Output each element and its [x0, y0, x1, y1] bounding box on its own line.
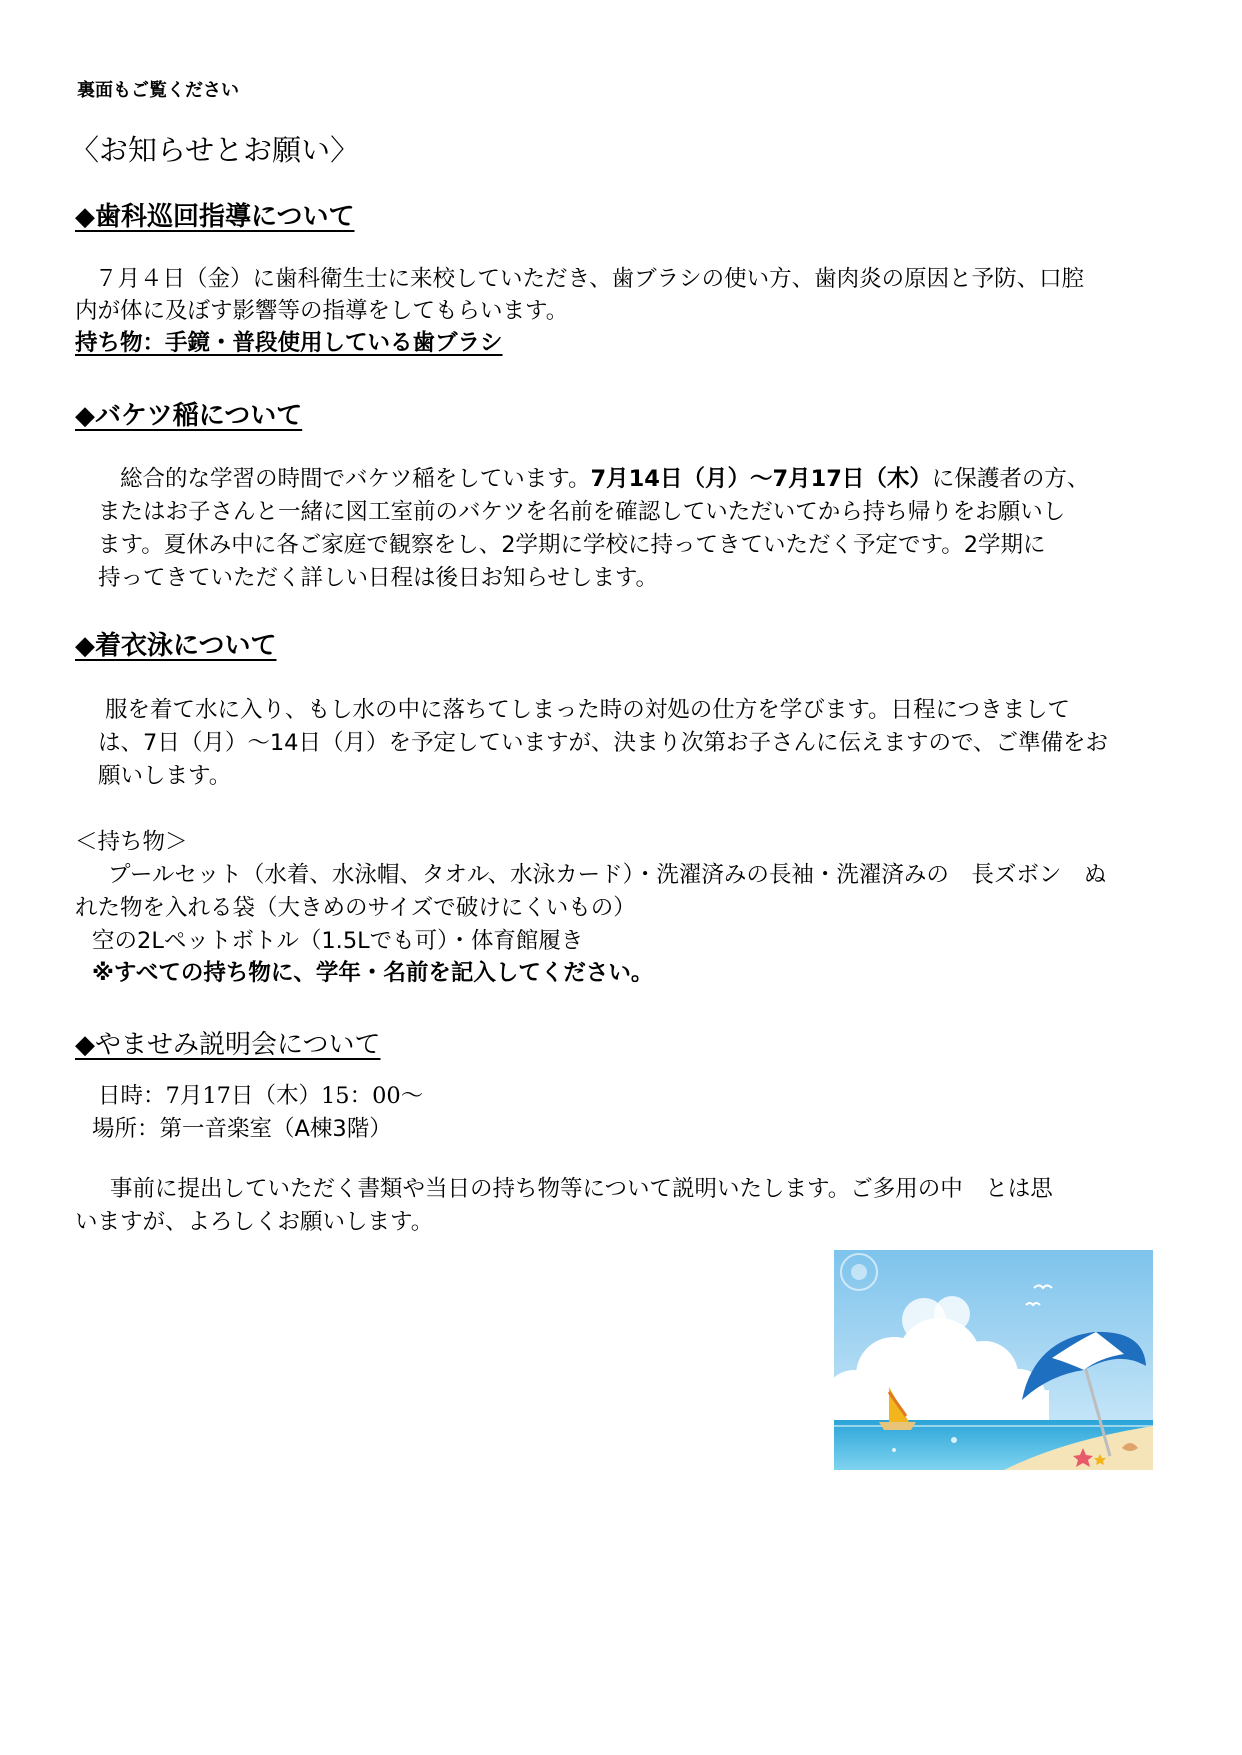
- swim-items-line1: プールセット（水着、水泳帽、タオル、水泳カード）・洗濯済みの長袖・洗濯済みの 長ズボン ぬ: [108, 862, 1107, 888]
- dental-items: 持ち物：手鏡・普段使用している歯ブラシ: [75, 330, 503, 356]
- swim-items-label: ＜持ち物＞: [75, 829, 188, 855]
- rice-text-line4: 持ってきていただく詳しい日程は後日お知らせします。: [98, 565, 659, 591]
- yamasemi-place: 場所：第一音楽室（A棟3階）: [92, 1116, 392, 1142]
- rice-text-line1-post: に保護者の方、: [931, 466, 1090, 492]
- swim-text-line1: 服を着て水に入り、もし水の中に落ちてしまった時の対処の仕方を学びます。日程につきまして: [105, 697, 1071, 723]
- yamasemi-text-line2: いますが、よろしくお願いします。: [75, 1209, 434, 1235]
- swim-items-line3: 空の2Lペットボトル（1.5Lでも可）・体育館履き: [92, 928, 584, 954]
- swim-text-line3: 願いします。: [98, 763, 232, 789]
- rice-heading: ◆バケツ稲について: [75, 401, 303, 431]
- notice-see-back: 裏面もご覧ください: [77, 80, 239, 101]
- yamasemi-heading: ◆やませみ説明会について: [75, 1030, 381, 1060]
- yamasemi-date: 日時：7月17日（木）15：00～: [98, 1083, 424, 1109]
- dental-text-line1: ７月４日（金）に歯科衛生士に来校していただき、歯ブラシの使い方、歯肉炎の原因と予防、口腔: [95, 266, 1085, 292]
- dental-heading: ◆歯科巡回指導について: [75, 202, 355, 232]
- swim-heading: ◆着衣泳について: [75, 631, 277, 661]
- yamasemi-text-line1: 事前に提出していただく書類や当日の持ち物等について説明いたします。ご多用の中 とは思: [110, 1176, 1053, 1202]
- rice-dates: 7月14日（月）～7月17日（木）: [590, 466, 932, 492]
- dental-text-line2: 内が体に及ぼす影響等の指導をしてもらいます。: [75, 298, 569, 324]
- page-title: 〈お知らせとお願い〉: [70, 133, 360, 167]
- swim-note: ※すべての持ち物に、学年・名前を記入してください。: [92, 960, 654, 986]
- beach-illustration: [834, 1250, 1153, 1470]
- rice-text-line1-pre: 総合的な学習の時間でバケツ稲をしています。: [120, 466, 591, 492]
- rice-text-line3: ます。夏休み中に各ご家庭で観察をし、2学期に学校に持ってきていただく予定です。2学期に: [98, 532, 1046, 558]
- swim-items-line2: れた物を入れる袋（大きめのサイズで破けにくいもの）: [75, 895, 636, 921]
- rice-text-line1: [120, 463, 1089, 495]
- rice-text-line2: またはお子さんと一緒に図工室前のバケツを名前を確認していただいてから持ち帰りをお願いし: [98, 499, 1066, 525]
- swim-text-line2: は、7日（月）～14日（月）を予定していますが、決まり次第お子さんに伝えますので、ご準備をお: [98, 730, 1108, 756]
